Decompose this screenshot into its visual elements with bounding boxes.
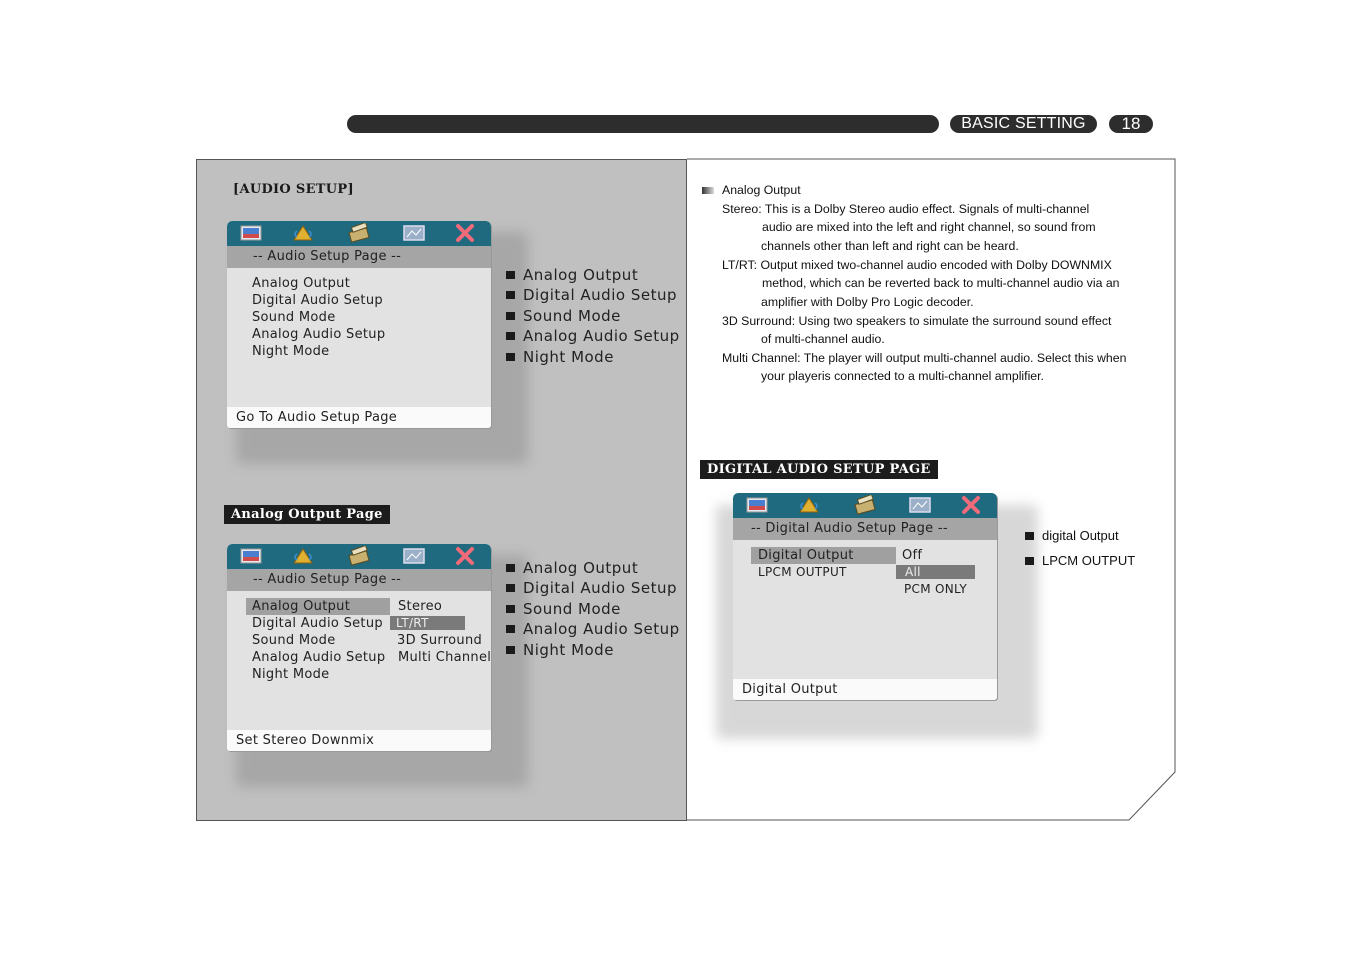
bullet-night-mode: Night Mode — [506, 347, 614, 367]
page-number: 18 — [1109, 115, 1153, 133]
option-all[interactable]: All — [896, 565, 975, 579]
menu-item-sound-mode[interactable]: Sound Mode — [252, 633, 336, 648]
film-icon[interactable] — [347, 546, 371, 566]
menu-icon-bar — [733, 493, 997, 518]
desc-line: 3D Surround: Using two speakers to simulate the surround sound effect — [722, 314, 1112, 328]
audio-icon[interactable] — [291, 546, 315, 566]
option-lt-rt[interactable]: LT/RT — [390, 616, 465, 630]
menu-item-digital-audio-setup[interactable]: Digital Audio Setup — [252, 616, 383, 631]
desc-line: amplifier with Dolby Pro Logic decoder. — [761, 295, 974, 309]
menu-footer: Go To Audio Setup Page — [227, 407, 491, 428]
desc-line: LT/RT: Output mixed two-channel audio encoded with Dolby DOWNMIX — [722, 258, 1112, 272]
close-icon[interactable] — [453, 223, 477, 243]
desc-line: of multi-channel audio. — [761, 332, 885, 346]
bullet-sound-mode: Sound Mode — [506, 599, 621, 619]
menu-subtitle: -- Digital Audio Setup Page -- — [733, 518, 997, 540]
option-multi-channel[interactable]: Multi Channel — [398, 650, 491, 665]
menu-footer: Set Stereo Downmix — [227, 730, 491, 751]
menu-item-digital-audio-setup[interactable]: Digital Audio Setup — [252, 293, 383, 308]
film-icon[interactable] — [347, 223, 371, 243]
menu-icon-bar — [227, 544, 491, 569]
desc-line: Stereo: This is a Dolby Stereo audio effect. Signals of multi-channel — [722, 202, 1090, 216]
digital-audio-setup-menu — [733, 493, 997, 700]
menu-icon-bar — [227, 221, 491, 246]
bullet-lpcm-output: LPCM OUTPUT — [1025, 552, 1135, 570]
bullet-sound-mode: Sound Mode — [506, 306, 621, 326]
analog-output-page-tag: Analog Output Page — [224, 505, 390, 524]
analog-output-menu — [227, 544, 491, 751]
display-icon[interactable] — [402, 546, 426, 566]
header-bar — [347, 115, 939, 133]
menu-item-night-mode[interactable]: Night Mode — [252, 667, 330, 682]
menu-item-analog-output[interactable]: Analog Output — [252, 276, 351, 291]
bullet-analog-output: Analog Output — [506, 265, 638, 285]
desc-line: channels other than left and right can be heard. — [761, 239, 1019, 253]
panel-divider — [686, 159, 687, 821]
digital-audio-setup-page-tag: DIGITAL AUDIO SETUP PAGE — [700, 460, 938, 479]
section-title: BASIC SETTING — [950, 115, 1097, 133]
picture-icon[interactable] — [239, 546, 263, 566]
analog-output-title: Analog Output — [722, 183, 801, 197]
menu-item-analog-audio-setup[interactable]: Analog Audio Setup — [252, 650, 386, 665]
menu-item-night-mode[interactable]: Night Mode — [252, 344, 330, 359]
bullet-analog-output: Analog Output — [506, 558, 638, 578]
bullet-night-mode: Night Mode — [506, 640, 614, 660]
option-pcm-only[interactable]: PCM ONLY — [904, 582, 968, 596]
audio-icon[interactable] — [291, 223, 315, 243]
menu-subtitle: -- Audio Setup Page -- — [227, 569, 491, 591]
close-icon[interactable] — [959, 495, 983, 515]
display-icon[interactable] — [908, 495, 932, 515]
bullet-analog-audio-setup: Analog Audio Setup — [506, 326, 680, 346]
picture-icon[interactable] — [239, 223, 263, 243]
menu-subtitle: -- Audio Setup Page -- — [227, 246, 491, 268]
option-3d-surround[interactable]: 3D Surround — [397, 633, 483, 648]
picture-icon[interactable] — [745, 495, 769, 515]
desc-line: your playeris connected to a multi-channel amplifier. — [761, 369, 1044, 383]
audio-setup-menu — [227, 221, 491, 428]
desc-line: Multi Channel: The player will output multi-channel audio. Select this when — [722, 351, 1127, 365]
option-off[interactable]: Off — [902, 548, 923, 563]
close-icon[interactable] — [453, 546, 477, 566]
bullet-digital-audio-setup: Digital Audio Setup — [506, 578, 677, 598]
menu-item-analog-output[interactable]: Analog Output — [246, 598, 390, 615]
bullet-digital-audio-setup: Digital Audio Setup — [506, 285, 677, 305]
menu-item-digital-output[interactable]: Digital Output — [751, 547, 896, 564]
bullet-digital-output: digital Output — [1025, 527, 1119, 545]
desc-line: method, which can be reverted back to multi-channel audio via an — [762, 276, 1120, 290]
display-icon[interactable] — [402, 223, 426, 243]
menu-item-analog-audio-setup[interactable]: Analog Audio Setup — [252, 327, 386, 342]
audio-setup-heading: [AUDIO SETUP] — [233, 182, 354, 197]
desc-line: audio are mixed into the left and right channel, so sound from — [762, 220, 1096, 234]
menu-footer: Digital Output — [733, 679, 997, 700]
menu-item-lpcm-output[interactable]: LPCM OUTPUT — [758, 565, 847, 579]
audio-icon[interactable] — [797, 495, 821, 515]
menu-item-sound-mode[interactable]: Sound Mode — [252, 310, 336, 325]
bullet-analog-audio-setup: Analog Audio Setup — [506, 619, 680, 639]
option-stereo[interactable]: Stereo — [398, 599, 443, 614]
film-icon[interactable] — [853, 495, 877, 515]
section-bullet-icon — [702, 187, 714, 194]
